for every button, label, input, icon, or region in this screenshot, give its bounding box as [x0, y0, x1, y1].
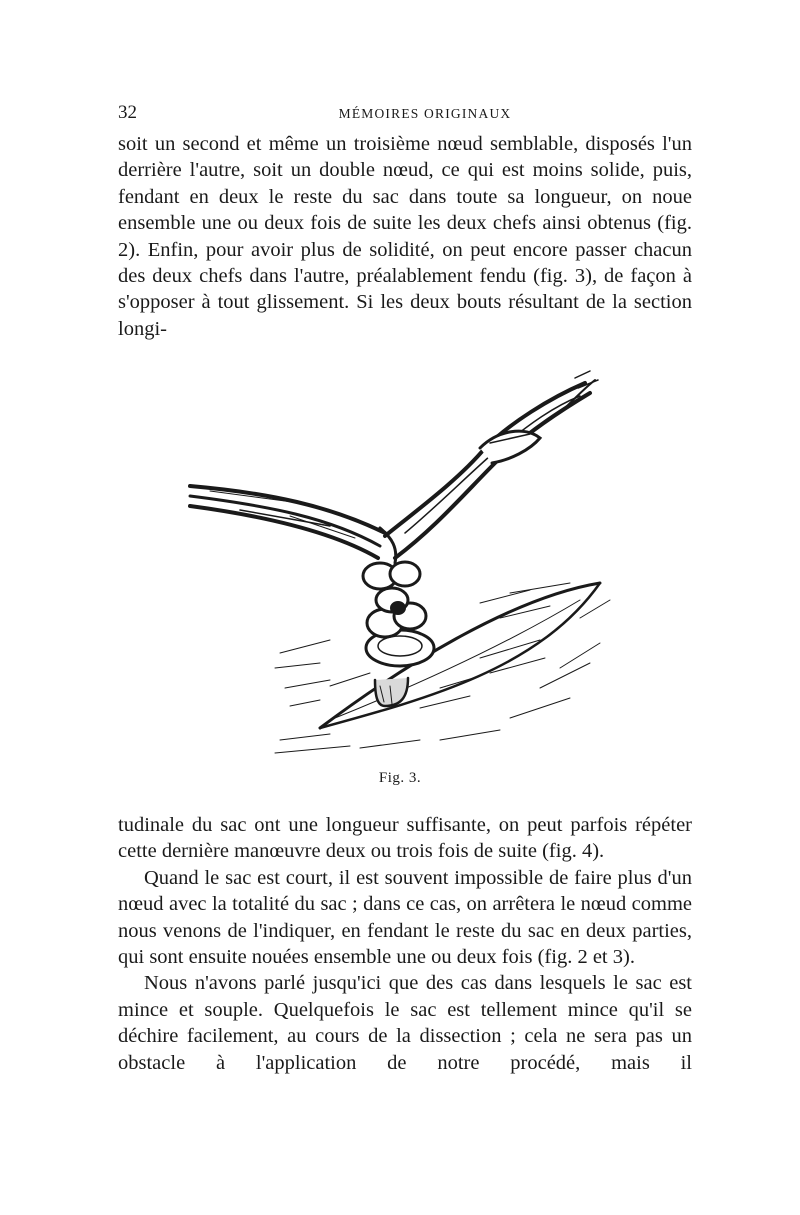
- paragraph: soit un second et même un troisième nœud semblable, disposés l'un derrière l'autre, soit un double nœud, ce qui est moins solide, puis, fendant en deux le reste du sac dans toute sa longueur, on noue ensemble une ou deux fois de suite les deux chefs ainsi obtenus (fig. 2). Enfin, pour avoir plus de solidité, on peut encore passer chacun des deux chefs dans l'autre, préalablement fendu (fig. 3), de façon à s'opposer à tout glissement. Si les deux bouts résultant de la section longi-: [118, 133, 692, 340]
- text-block-bottom: [118, 812, 692, 1076]
- figure-caption: Fig. 3.: [378, 770, 422, 786]
- paragraph: tudinale du sac ont une longueur suffisante, on peut parfois répéter cette dernière manœuvre deux ou trois fois de suite (fig. 4).: [118, 814, 692, 863]
- text-block-top: [118, 131, 692, 342]
- page-header: [118, 100, 692, 130]
- page-number: 32: [118, 102, 137, 123]
- figure-3-illustration: [180, 368, 620, 768]
- surgical-knot-drawing: [180, 368, 620, 768]
- running-head: MÉMOIRES ORIGINAUX: [338, 106, 512, 121]
- paragraph: Nous n'avons parlé jusqu'ici que des cas dans lesquels le sac est mince et souple. Quelquefois le sac est tellement mince qu'il se déchire facilement, au cours de la dissection ; cela ne sera pas un obstacle à l'application de notre procédé, mais il: [118, 972, 692, 1074]
- paragraph: Quand le sac est court, il est souvent impossible de faire plus d'un nœud avec la totalité du sac ; dans ce cas, on arrêtera le nœud comme nous venons de l'indiquer, en fendant le reste du sac en deux parties, qui sont ensuite nouées ensemble une ou deux fois (fig. 2 et 3).: [118, 866, 692, 969]
